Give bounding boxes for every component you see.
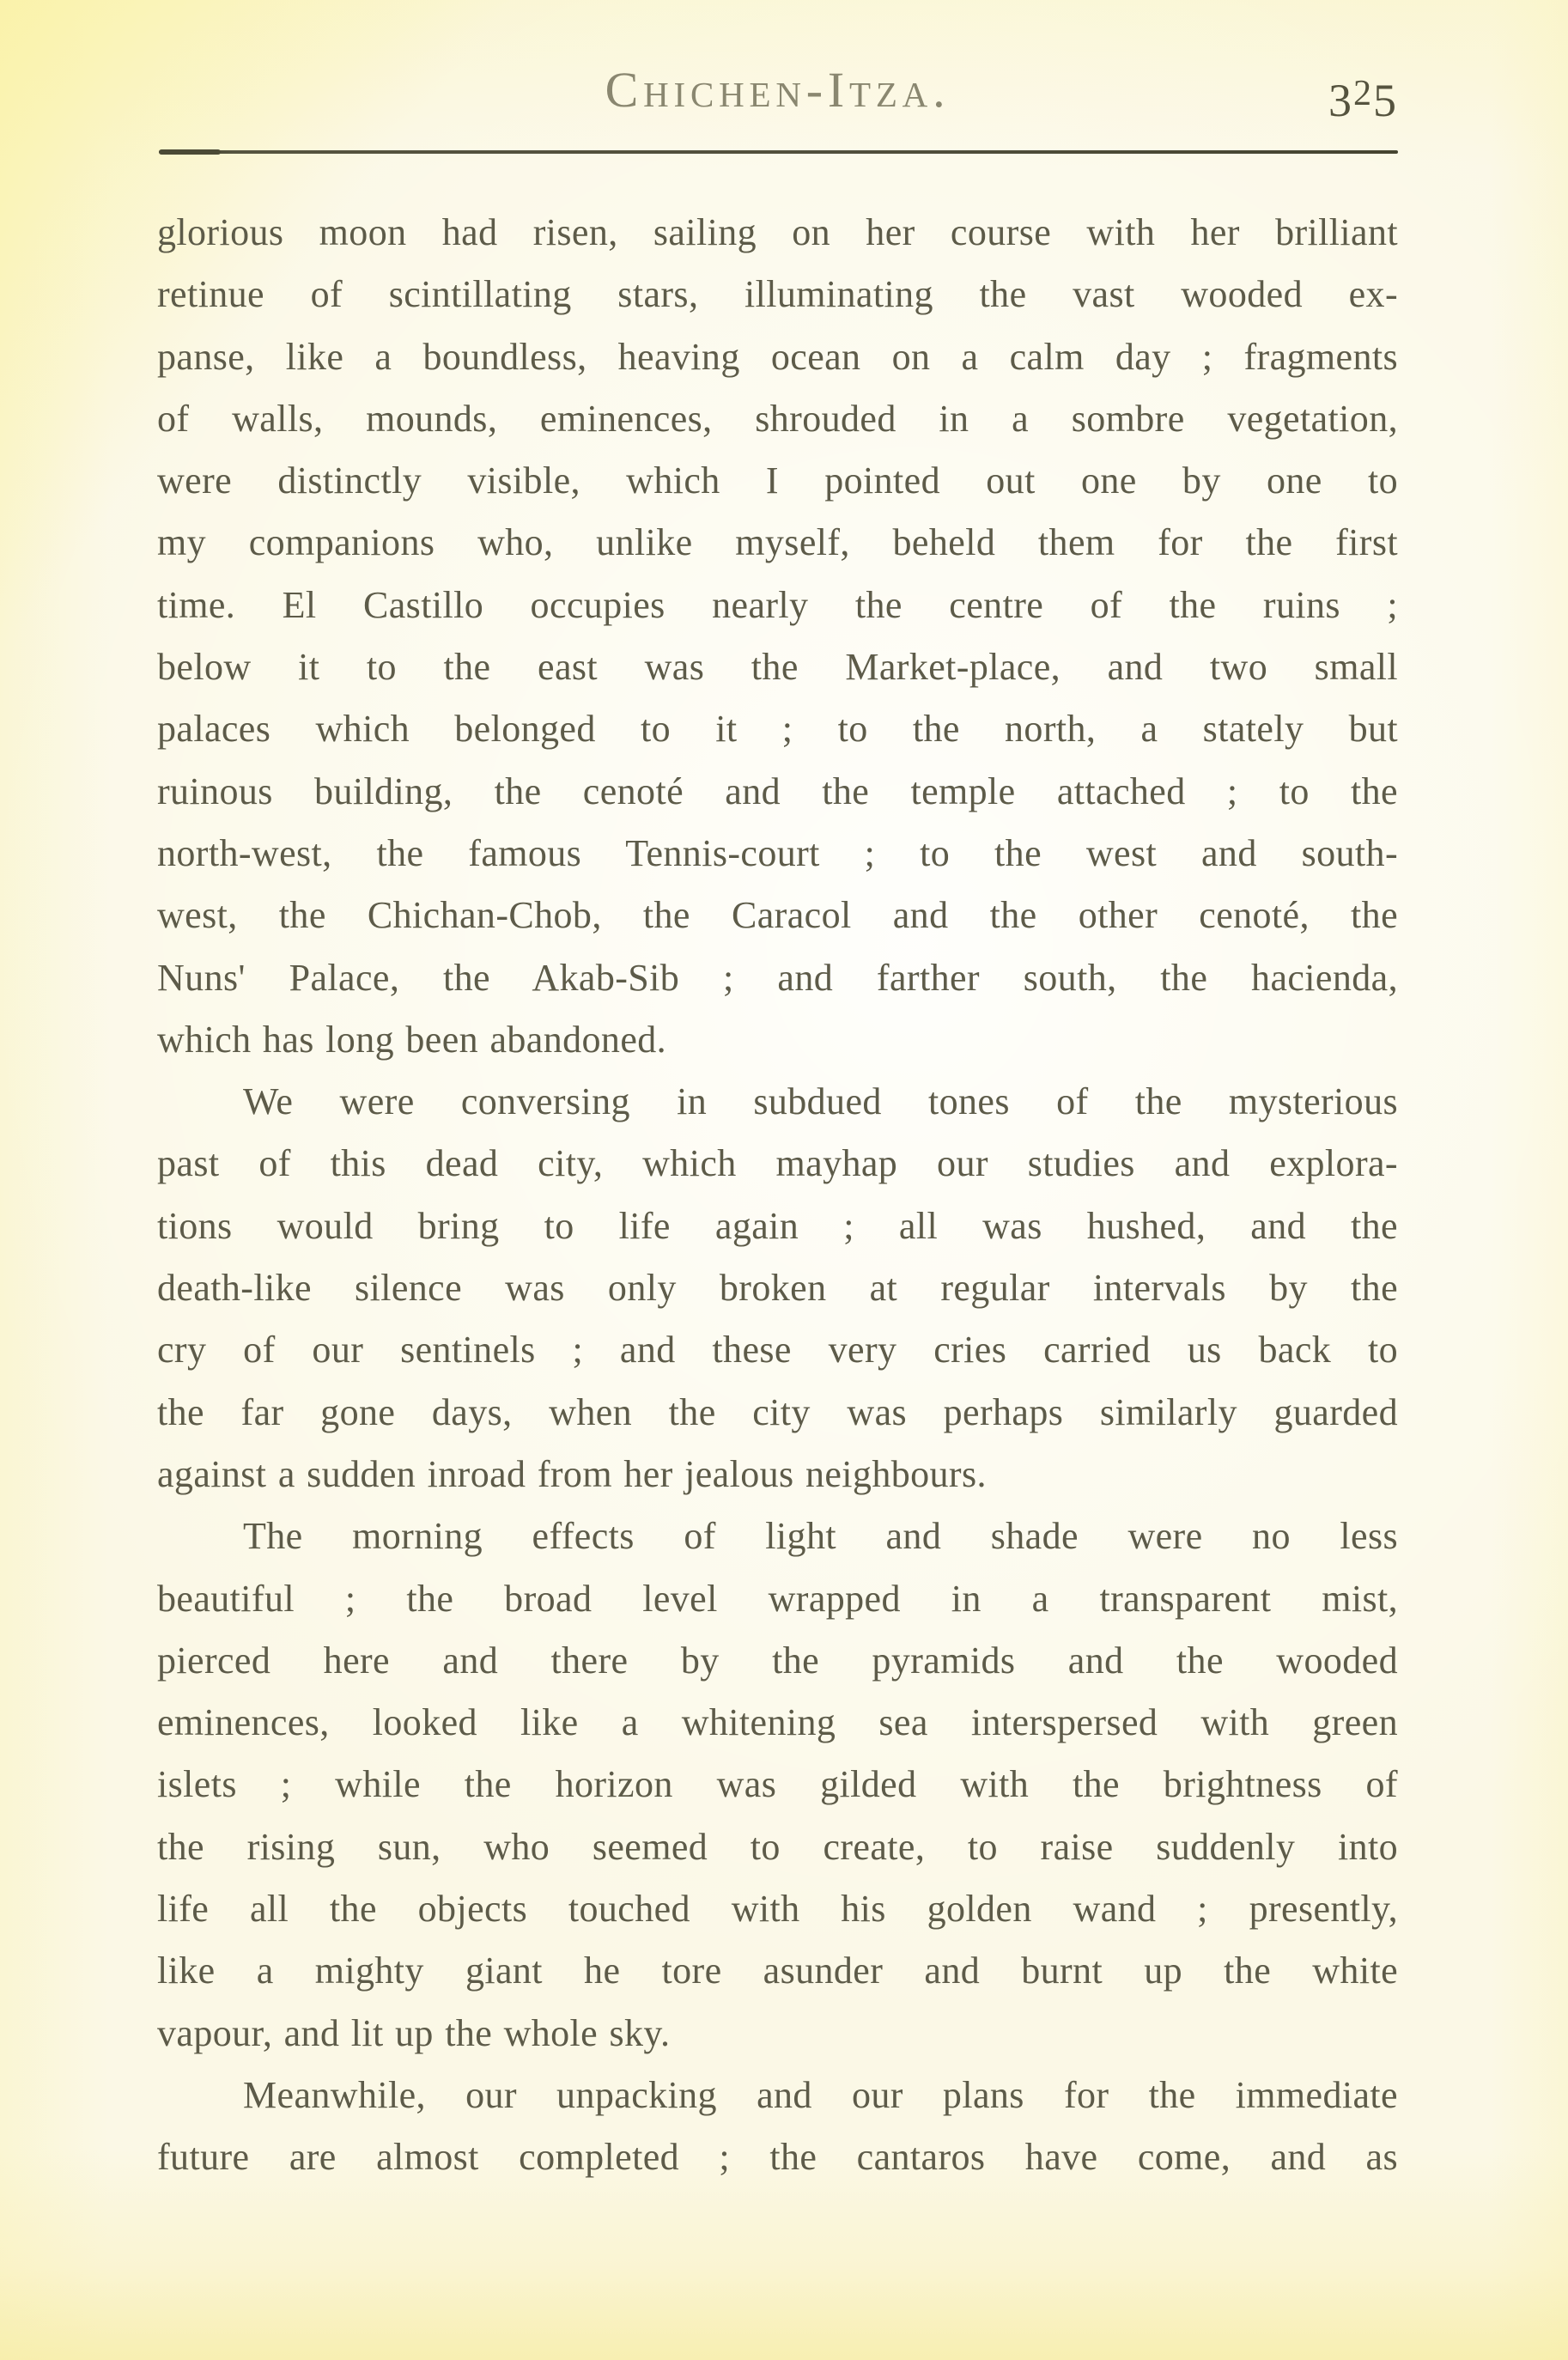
text-line: which has long been abandoned. — [157, 1018, 667, 1061]
text-line: against a sudden inroad from her jealous neighbours. — [157, 1452, 987, 1495]
text-line: death-like silence was only broken at regular intervals by the — [157, 1267, 1398, 1310]
text-block — [157, 202, 1398, 2189]
text-line: like a mighty giant he tore asunder and burnt up the white — [157, 1949, 1398, 1992]
text-line: cry of our sentinels ; and these very cries carried us back to — [157, 1329, 1398, 1372]
text-line: We were conversing in subdued tones of the mysterious — [243, 1080, 1398, 1123]
header-rule — [159, 150, 1398, 154]
text-line: ruinous building, the cenoté and the temple attached ; to the — [157, 769, 1398, 812]
text-line: were distinctly visible, which I pointed out one by one to — [157, 459, 1398, 502]
text-line: below it to the east was the Market-place, and two small — [157, 646, 1398, 689]
text-line: Nuns' Palace, the Akab-Sib ; and farther south, the hacienda, — [157, 956, 1398, 999]
text-line: future are almost completed ; the cantaros have come, and as — [157, 2136, 1398, 2179]
text-line: Meanwhile, our unpacking and our plans for the immediate — [243, 2073, 1398, 2116]
text-line: past of this dead city, which mayhap our studies and explora- — [157, 1142, 1398, 1185]
text-line: beautiful ; the broad level wrapped in a transparent mist, — [157, 1577, 1398, 1620]
running-header — [0, 0, 1568, 155]
text-line: north-west, the famous Tennis-court ; to the west and south- — [157, 831, 1398, 874]
page-number-digit: 5 — [1373, 75, 1398, 126]
text-line: The morning effects of light and shade were no less — [243, 1515, 1398, 1558]
text-line: tions would bring to life again ; all was hushed, and the — [157, 1204, 1398, 1247]
text-line: the far gone days, when the city was perhaps similarly guarded — [157, 1390, 1398, 1433]
page-number — [1328, 73, 1398, 126]
text-line: my companions who, unlike myself, beheld them for the first — [157, 521, 1398, 564]
text-line: of walls, mounds, eminences, shrouded in a sombre vegetation, — [157, 397, 1398, 440]
text-line: palaces which belonged to it ; to the north, a stately but — [157, 708, 1398, 751]
text-line: time. El Castillo occupies nearly the centre of the ruins ; — [157, 583, 1398, 626]
text-line: life all the objects touched with his golden wand ; presently, — [157, 1888, 1398, 1931]
text-line: retinue of scintillating stars, illuminating the vast wooded ex- — [157, 273, 1398, 316]
text-line: vapour, and lit up the whole sky. — [157, 2011, 671, 2054]
text-line: eminences, looked like a whitening sea interspersed with green — [157, 1701, 1398, 1744]
text-line: panse, like a boundless, heaving ocean on a calm day ; fragments — [157, 335, 1398, 378]
text-line: glorious moon had risen, sailing on her course with her brilliant — [157, 211, 1398, 253]
text-line: pierced here and there by the pyramids and the wooded — [157, 1639, 1398, 1682]
page-number-digit-raised: 2 — [1352, 73, 1373, 114]
page-number-digit: 3 — [1328, 75, 1353, 126]
page-title: Chichen-Itza. — [605, 62, 951, 118]
text-line: west, the Chichan-Chob, the Caracol and the other cenoté, the — [157, 894, 1398, 937]
text-line: islets ; while the horizon was gilded with the brightness of — [157, 1763, 1398, 1806]
text-line: the rising sun, who seemed to create, to raise suddenly into — [157, 1825, 1398, 1868]
